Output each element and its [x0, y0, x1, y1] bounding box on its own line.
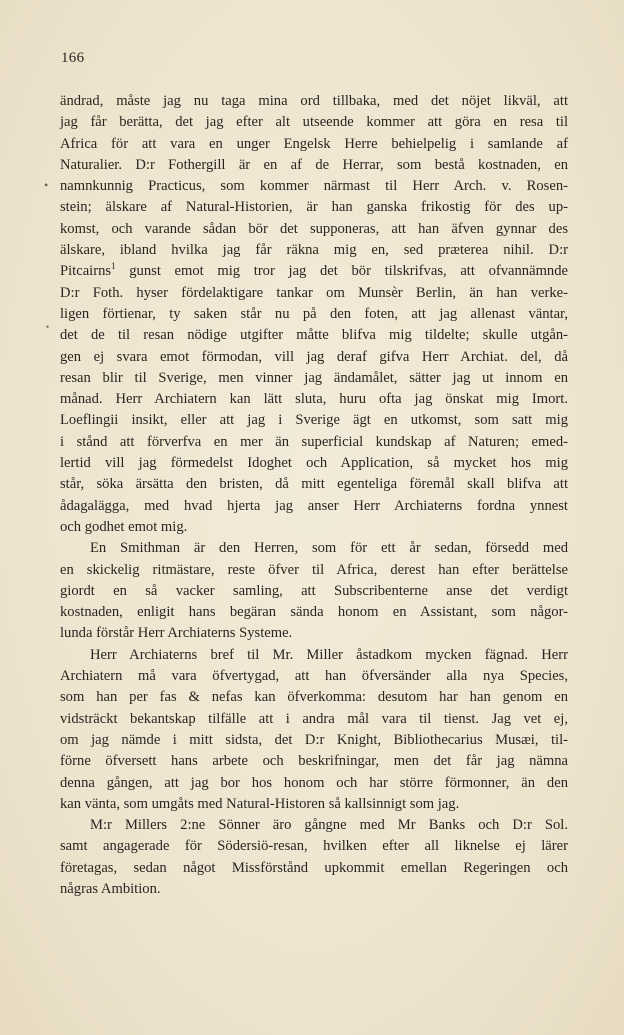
- text-line-content: ådagalägga, med hvad hjerta jag anser Herr Archiaterns fordna ynnest: [60, 497, 568, 514]
- text-line: [60, 432, 568, 453]
- text-line: [60, 836, 568, 857]
- text-line-content: månad. Herr Archiatern kan lätt sluta, huru ofta jag önskat mig Imort.: [60, 391, 568, 408]
- text-line: [60, 410, 568, 431]
- text-line-content: någras Ambition.: [60, 880, 161, 897]
- text-line: [60, 730, 568, 751]
- text-line-content: giordt en så vacker samling, att Subscribenterne anse det verdigt: [60, 582, 568, 599]
- text-line: [60, 176, 568, 197]
- text-line-content: ligen förtienar, ty saken står nu på den foten, att jag allenast väntar,: [60, 305, 568, 322]
- text-line: [60, 325, 568, 346]
- text-line: [60, 645, 568, 666]
- text-line-content: D:r Foth. hyser fördelaktigare tankar om Munsèr Berlin, än han verke-: [60, 284, 568, 301]
- text-line-content: står, söka ärsätta den bristen, då mitt egenteliga föremål skall blifva att: [60, 476, 568, 493]
- text-line: [60, 453, 568, 474]
- text-line-content: gen ej svara emot förmodan, vill jag deraf gifva Herr Archiat. del, då: [60, 348, 568, 365]
- text-line-content: företagas, sedan något Missförstånd upkommit emellan Regeringen och: [60, 859, 568, 876]
- text-line-content: ändrad, måste jag nu taga mina ord tillbaka, med det nöjet likväl, att: [60, 93, 568, 109]
- text-line-content: det de til resan nödige utgifter måtte blifva mig tildelte; skulle utgån-: [60, 327, 568, 344]
- text-line: [60, 474, 568, 495]
- text-line: [60, 283, 568, 304]
- text-line: [60, 347, 568, 368]
- text-line: [60, 197, 568, 218]
- text-line-content: jag får berätta, det jag efter alt utseende kommer att göra en resa til: [60, 114, 568, 131]
- text-line: [60, 240, 568, 261]
- text-line: [60, 602, 568, 623]
- text-line: [60, 879, 568, 900]
- text-line-content: som han per fas & nefas kan öfverkomma: desutom har han genom en: [60, 689, 568, 706]
- text-line: [60, 709, 568, 730]
- text-line-content: Archiatern må vara öfvertygad, att han öfversänder alla nya Species,: [60, 668, 568, 685]
- text-line-content: gunst emot mig tror jag det bör tilskrifvas, att ofvannämnde: [115, 263, 568, 280]
- text-line-content: denna gången, att jag bor hos honom och har större förmonner, än den: [60, 774, 568, 791]
- body-text: [60, 91, 568, 900]
- text-line-content: stein; älskare af Natural-Historien, är han ganska frikostig för des up-: [60, 199, 568, 216]
- text-line-content: en skickelig ritmästare, reste öfver til Africa, derest han efter berättelse: [60, 561, 568, 578]
- text-line-content: kan vänta, som umgåts med Natural-Historen så kallsinnigt som jag.: [60, 795, 460, 812]
- text-line-content: älskare, ibland hvilka jag får räkna mig en, sed præterea nihil. D:r: [60, 242, 568, 259]
- text-line: [60, 112, 568, 133]
- text-line: [60, 304, 568, 325]
- text-line: [60, 368, 568, 389]
- text-line-content: förne öfversett hans arbete och beskrifningar, men det får jag nämna: [60, 753, 568, 770]
- page-number: 166: [61, 50, 85, 66]
- text-line-content: vidsträckt bekantskap tilfälle att i andra mål vara til tienst. Jag vet ej,: [60, 710, 568, 727]
- text-line-content: lunda förstår Herr Archiaterns Systeme.: [60, 625, 293, 642]
- text-line-content: En Smithman är den Herren, som för ett år sedan, försedd med: [90, 540, 568, 557]
- text-line-content: Naturalier. D:r Fothergill är en af de Herrar, som bestå kostnaden, en: [60, 156, 568, 173]
- text-line: [60, 794, 568, 815]
- text-line: [60, 773, 568, 794]
- margin-speck: •: [44, 178, 49, 192]
- text-line-content: lertid vill jag förmedelst Idoghet och Application, så mycket hos mig: [60, 455, 568, 472]
- text-line: [60, 261, 568, 282]
- text-line: [60, 517, 568, 538]
- text-line-content: kostnaden, enligit hans begäran sända honom en Assistant, som någor-: [60, 604, 568, 621]
- text-line-content: Loeflingii insikt, eller att jag i Sverige ägt en utkomst, som satt mig: [60, 412, 568, 429]
- text-line: [60, 155, 568, 176]
- text-line: [60, 666, 568, 687]
- text-line: [60, 687, 568, 708]
- text-line-content: samt angagerade för Södersiö-resan, hvilken efter all liknelse ej lärer: [60, 838, 568, 855]
- text-line: [60, 751, 568, 772]
- text-line-content: och godhet emot mig.: [60, 518, 188, 535]
- text-line-content: komst, och varande sådan bör det supponeras, att han äfven gynnar des: [60, 220, 568, 237]
- text-line-content: om jag nämde i mitt sidsta, det D:r Knight, Bibliothecarius Musæi, til-: [60, 731, 568, 748]
- text-line: [60, 496, 568, 517]
- text-line-content: i stånd att förverfva en mer än superficial kundskap af Naturen; emed-: [60, 433, 568, 450]
- text-line: [60, 581, 568, 602]
- text-line: [60, 815, 568, 836]
- text-line: [60, 134, 568, 155]
- text-line-content: Herr Archiaterns bref til Mr. Miller åstadkom mycken fägnad. Herr: [90, 646, 568, 663]
- text-line-content: Pitcairns: [60, 263, 112, 280]
- text-line-content: M:r Millers 2:ne Sönner äro gångne med Mr Banks och D:r Sol.: [90, 817, 568, 834]
- text-line: [60, 560, 568, 581]
- text-line: [60, 623, 568, 644]
- text-line-content: resan blir til Sverige, men vinner jag ändamålet, sätter jag ut innom en: [60, 369, 568, 386]
- margin-speck: •: [46, 322, 50, 332]
- text-line: [60, 91, 568, 112]
- text-line: [60, 858, 568, 879]
- footnote-marker: 1: [111, 261, 116, 272]
- text-line-content: Africa för att vara en unger Engelsk Herre behielpelig i samlande af: [60, 135, 568, 152]
- text-line: [60, 538, 568, 559]
- text-line: [60, 219, 568, 240]
- text-line-content: namnkunnig Practicus, som kommer närmast til Herr Arch. v. Rosen-: [60, 178, 568, 195]
- text-line: [60, 389, 568, 410]
